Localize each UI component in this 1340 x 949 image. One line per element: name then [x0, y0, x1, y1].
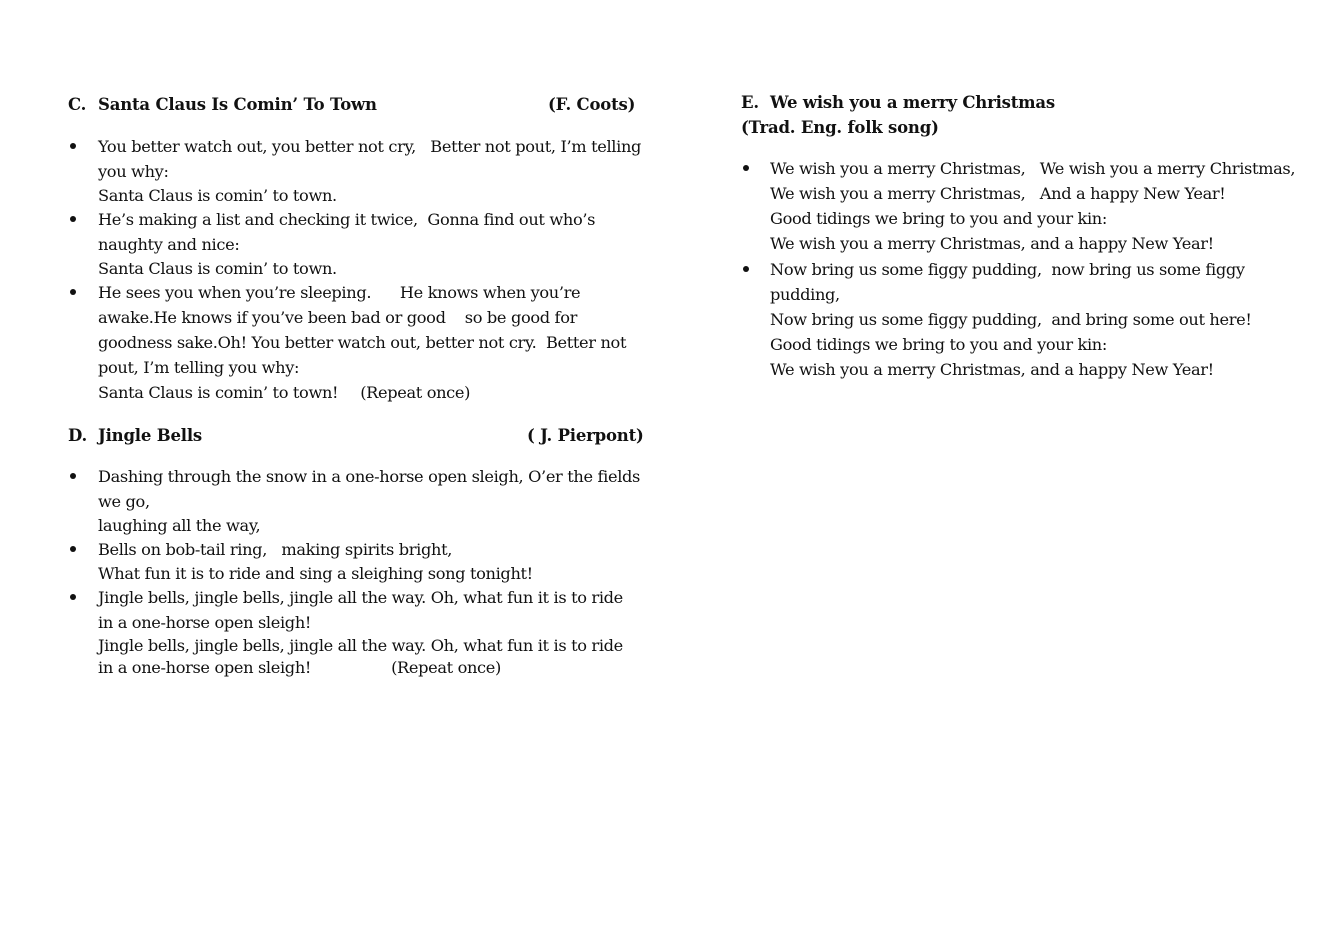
song-e-heading	[741, 90, 1321, 115]
song-d-verses	[68, 464, 648, 679]
lyric-line: He sees you when you’re sleeping. He knows when you’re	[98, 283, 581, 302]
song-c-verse-2	[68, 207, 648, 280]
song-d-verse-3	[68, 585, 648, 679]
song-d-author: ( J. Pierpont)	[527, 426, 644, 445]
song-d-heading	[68, 423, 648, 448]
left-column	[68, 92, 648, 679]
lyric-line: Dashing through the snow in a one-horse open sleigh, O’er the fields	[98, 467, 640, 486]
lyric-line: He’s making a list and checking it twice, Gonna find out who’s	[98, 210, 596, 229]
lyric-line: We wish you a merry Christmas, And a happy New Year!	[770, 184, 1226, 203]
song-c-author: (F. Coots)	[548, 95, 636, 114]
lyric-line: We wish you a merry Christmas, and a happy New Year!	[770, 360, 1214, 379]
lyric-line: we go,	[98, 492, 150, 511]
lyric-line: Santa Claus is comin’ to town.	[98, 186, 337, 205]
song-e-title: We wish you a merry Christmas	[770, 93, 1056, 112]
lyric-line: Now bring us some figgy pudding, and bring some out here!	[770, 310, 1252, 329]
lyric-line: You better watch out, you better not cry, Better not pout, I’m telling	[98, 137, 642, 156]
lyric-line: awake.He knows if you’ve been bad or good so be good for	[98, 308, 577, 327]
song-c-letter: C.	[68, 95, 87, 114]
lyric-line: Santa Claus is comin’ to town.	[98, 259, 337, 278]
song-e-verses	[741, 156, 1321, 382]
lyric-line: you why:	[98, 162, 169, 181]
bullet-icon	[70, 546, 76, 552]
lyric-line: Jingle bells, jingle bells, jingle all the way. Oh, what fun it is to ride	[98, 636, 623, 655]
lyric-line: We wish you a merry Christmas, and a happy New Year!	[770, 234, 1214, 253]
song-d-verse-1	[68, 464, 648, 537]
lyric-line: Now bring us some figgy pudding, now bring us some figgy	[770, 260, 1245, 279]
lyric-line: Good tidings we bring to you and your kin:	[770, 335, 1107, 354]
repeat-note: (Repeat once)	[360, 383, 471, 402]
bullet-icon	[70, 594, 76, 600]
song-c-heading	[68, 92, 648, 117]
bullet-icon	[70, 289, 76, 295]
song-d-verse-2	[68, 537, 648, 585]
right-column	[741, 90, 1321, 382]
bullet-icon	[70, 216, 76, 222]
song-e	[741, 90, 1321, 382]
song-c-verses	[68, 134, 648, 405]
song-d-title: Jingle Bells	[98, 426, 202, 445]
lyric-line: in a one-horse open sleigh!	[98, 613, 312, 632]
song-c-verse-1	[68, 134, 648, 207]
lyric-line: What fun it is to ride and sing a sleighing song tonight!	[98, 564, 533, 583]
lyric-line: Bells on bob-tail ring, making spirits bright,	[98, 540, 453, 559]
lyric-line-with-note	[98, 380, 648, 405]
lyric-line: laughing all the way,	[98, 516, 261, 535]
bullet-icon	[70, 473, 76, 479]
song-e-verse-1	[741, 156, 1321, 257]
lyric-line: Santa Claus is comin’ to town!	[98, 383, 339, 402]
lyric-line: pout, I’m telling you why:	[98, 358, 300, 377]
lyric-line: goodness sake.Oh! You better watch out, better not cry. Better not	[98, 333, 627, 352]
song-c-title: Santa Claus Is Comin’ To Town	[98, 95, 377, 114]
song-c-verse-3	[68, 280, 648, 405]
song-d-letter: D.	[68, 426, 88, 445]
lyric-line: naughty and nice:	[98, 235, 240, 254]
lyric-line: pudding,	[770, 285, 840, 304]
lyric-line: We wish you a merry Christmas, We wish you a merry Christmas,	[770, 159, 1296, 178]
song-e-verse-2	[741, 257, 1321, 382]
lyric-line: in a one-horse open sleigh!	[98, 658, 312, 677]
lyric-line-with-note	[98, 657, 648, 679]
song-d	[68, 423, 648, 679]
song-e-author: (Trad. Eng. folk song)	[741, 118, 939, 137]
bullet-icon	[743, 165, 749, 171]
repeat-note: (Repeat once)	[391, 658, 501, 677]
lyric-line: Jingle bells, jingle bells, jingle all the way. Oh, what fun it is to ride	[98, 588, 623, 607]
bullet-icon	[70, 143, 76, 149]
song-e-letter: E.	[741, 93, 759, 112]
song-c	[68, 92, 648, 405]
bullet-icon	[743, 266, 749, 272]
lyric-line: Good tidings we bring to you and your kin:	[770, 209, 1107, 228]
